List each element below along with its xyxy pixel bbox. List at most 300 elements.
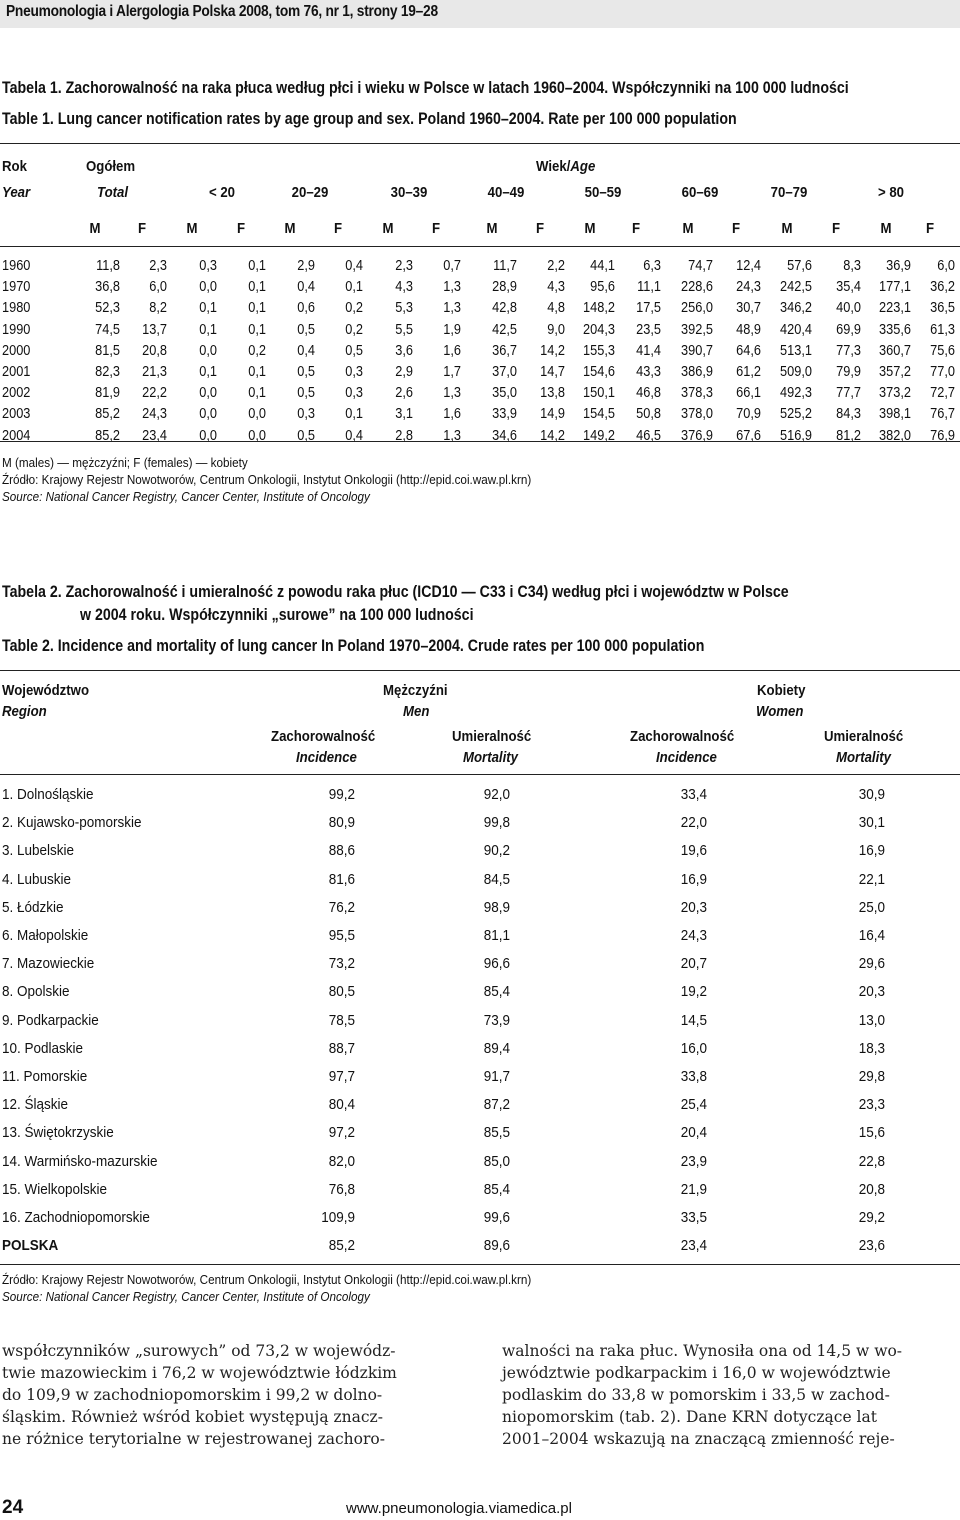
table1-value-cell: 392,5 <box>681 321 713 338</box>
page-header <box>0 0 960 28</box>
table2-value-cell: 84,5 <box>483 870 510 888</box>
table1-value-cell: 8,2 <box>149 300 167 317</box>
age-group-header: 30–39 <box>390 184 428 201</box>
table1-title-pl: Tabela 1. Zachorowalność na raka płuca według płci i wieku w Polsce w latach 1960–2004. Współczynniki na 100 000 ludności <box>2 79 849 97</box>
sex-label: F <box>925 220 935 237</box>
table1-value-cell: 516,9 <box>780 427 812 444</box>
table1-col-ogolem: Ogółem <box>86 158 136 175</box>
table1-value-cell: 23,4 <box>142 427 167 444</box>
table2-value-cell: 97,7 <box>328 1068 355 1085</box>
table1-value-cell: 0,1 <box>199 364 217 380</box>
table1-value-cell: 0,2 <box>345 321 363 338</box>
table2-region-cell: 5. Łódzkie <box>2 898 64 916</box>
table1-value-cell: 390,7 <box>681 342 713 359</box>
table1-value-cell: 81,9 <box>95 385 120 402</box>
table1-value-cell: 46,8 <box>636 385 661 402</box>
table1-value-cell: 154,6 <box>583 364 615 380</box>
table2-value-cell: 76,2 <box>328 898 355 916</box>
table1-value-cell: 35,0 <box>492 385 517 402</box>
table1-value-cell: 398,1 <box>879 406 911 423</box>
table1-value-cell: 77,0 <box>930 364 955 380</box>
table1-value-cell: 0,2 <box>345 300 363 317</box>
table1-value-cell: 0,3 <box>199 258 217 274</box>
table2-title-pl-1: Tabela 2. Zachorowalność i umieralność z powodu raka płuc (ICD10 — C33 i C34) według płci i województw w Polsce <box>2 583 789 601</box>
table1-value-cell: 223,1 <box>879 300 911 317</box>
sex-label: M <box>781 220 793 237</box>
table2-region-cell: 6. Małopolskie <box>2 927 89 944</box>
table2-value-cell: 30,1 <box>858 814 885 832</box>
table1-value-cell: 6,3 <box>643 258 661 274</box>
table1-value-cell: 36,7 <box>492 342 517 359</box>
table1-value-cell: 2,2 <box>547 258 565 274</box>
table2-value-cell: 85,4 <box>483 1180 510 1198</box>
table1-value-cell: 0,1 <box>345 406 363 423</box>
table1-value-cell: 24,3 <box>142 406 167 423</box>
table1-value-cell: 61,2 <box>736 364 761 380</box>
table2-value-cell: 88,6 <box>328 842 355 860</box>
table2-region-cell: 16. Zachodniopomorskie <box>2 1209 150 1226</box>
table1-value-cell: 1,3 <box>443 385 461 402</box>
table2-value-cell: 23,9 <box>680 1152 707 1170</box>
table1-value-cell: 30,7 <box>736 300 761 317</box>
table2-value-cell: 99,2 <box>328 786 355 803</box>
table1-value-cell: 150,1 <box>583 385 615 402</box>
table1-value-cell: 509,0 <box>780 364 812 380</box>
table1-value-cell: 0,5 <box>297 364 315 380</box>
table2-source-en: Source: National Cancer Registry, Cancer Center, Institute of Oncology <box>2 1289 370 1304</box>
table1-value-cell: 41,4 <box>636 342 661 359</box>
table2-col-women-en: Women <box>756 703 804 720</box>
table1-value-cell: 85,2 <box>95 406 120 423</box>
table1-value-cell: 0,1 <box>248 364 266 380</box>
table1-value-cell: 0,3 <box>345 385 363 402</box>
table2-value-cell: 19,2 <box>680 983 707 1001</box>
age-group-header: > 80 <box>877 184 905 201</box>
age-group-header: 60–69 <box>681 184 719 201</box>
table2-region-cell: 7. Mazowieckie <box>2 955 95 973</box>
table2-col-region-en: Region <box>2 703 47 720</box>
table2-value-cell: 23,6 <box>858 1237 885 1255</box>
table1-value-cell: 64,6 <box>736 342 761 359</box>
table1-value-cell: 85,2 <box>95 427 120 444</box>
body-line: śląskim. Również wśród kobiet występują znacz- <box>2 1408 383 1426</box>
table1-value-cell: 0,0 <box>199 279 217 296</box>
sex-label: M <box>89 220 101 237</box>
table2-value-cell: 29,6 <box>858 955 885 973</box>
table1-value-cell: 48,9 <box>736 321 761 338</box>
table2-col-women-mortality-pl: Umieralność <box>824 728 904 745</box>
table2-title-en: Table 2. Incidence and mortality of lung cancer In Poland 1970–2004. Crude rates per 100 000 population <box>2 637 705 655</box>
table2-value-cell: 16,9 <box>680 870 707 888</box>
table1-year-cell: 2004 <box>2 427 31 444</box>
table1-value-cell: 2,8 <box>395 427 413 444</box>
table2-region-cell: 9. Podkarpackie <box>2 1011 99 1029</box>
table2-value-cell: 81,1 <box>483 927 510 944</box>
table1-value-cell: 0,0 <box>248 406 266 423</box>
sex-label: M <box>284 220 296 237</box>
table2-col-women-pl: Kobiety <box>757 682 806 699</box>
table1-bottom-rule <box>0 441 960 442</box>
table2-col-men-en: Men <box>403 703 430 720</box>
journal-citation: Pneumonologia i Alergologia Polska 2008, tom 76, nr 1, strony 19–28 <box>6 3 438 20</box>
age-group-header: 70–79 <box>770 184 808 201</box>
table1-value-cell: 0,2 <box>248 342 266 359</box>
table2-value-cell: 89,4 <box>483 1039 510 1057</box>
table2-value-cell: 25,4 <box>680 1096 707 1114</box>
table1-value-cell: 357,2 <box>879 364 911 380</box>
table1-col-wiek: Wiek/Age <box>536 158 596 175</box>
table2-col-men-incidence-pl: Zachorowalność <box>271 728 376 745</box>
table2-value-cell: 92,0 <box>483 786 510 803</box>
table1-value-cell: 0,1 <box>199 321 217 338</box>
table1-value-cell: 5,5 <box>395 321 413 338</box>
table1-legend: M (males) — mężczyźni; F (females) — kobiety <box>2 455 248 470</box>
sex-label: F <box>333 220 343 237</box>
table1-value-cell: 40,0 <box>836 300 861 317</box>
table1-value-cell: 0,6 <box>297 300 315 317</box>
table2-value-cell: 13,0 <box>858 1011 885 1029</box>
table2-col-men-mortality-pl: Umieralność <box>452 728 532 745</box>
table2-value-cell: 99,6 <box>483 1209 510 1226</box>
table2-value-cell: 97,2 <box>328 1124 355 1142</box>
table1-value-cell: 79,9 <box>836 364 861 380</box>
table1-value-cell: 525,2 <box>780 406 812 423</box>
table1-year-cell: 1960 <box>2 258 31 274</box>
table2-col-region-pl: Województwo <box>2 682 90 699</box>
table1-col-year: Year <box>2 184 31 201</box>
table1-value-cell: 0,7 <box>443 258 461 274</box>
body-line: 2001–2004 wskazują na znaczącą zmienność reje- <box>502 1430 895 1448</box>
table2-value-cell: 73,2 <box>328 955 355 973</box>
table1-value-cell: 154,5 <box>583 406 615 423</box>
table2-value-cell: 22,0 <box>680 814 707 832</box>
table1-value-cell: 20,8 <box>142 342 167 359</box>
table2-col-men-pl: Mężczyźni <box>383 682 448 699</box>
table1-value-cell: 0,0 <box>199 342 217 359</box>
sex-label: F <box>731 220 741 237</box>
table2-value-cell: 29,2 <box>858 1209 885 1226</box>
table1-value-cell: 0,5 <box>297 385 315 402</box>
table2-region-cell: 8. Opolskie <box>2 983 70 1001</box>
table1-value-cell: 5,3 <box>395 300 413 317</box>
table1-value-cell: 0,4 <box>297 342 315 359</box>
table1-value-cell: 35,4 <box>836 279 861 296</box>
table2-value-cell: 90,2 <box>483 842 510 860</box>
table1-value-cell: 335,6 <box>879 321 911 338</box>
table1-value-cell: 346,2 <box>780 300 812 317</box>
table1-value-cell: 0,5 <box>345 342 363 359</box>
table1-value-cell: 177,1 <box>879 279 911 296</box>
table1-value-cell: 36,2 <box>930 279 955 296</box>
table2-col-men-incidence-en: Incidence <box>296 749 357 766</box>
table2-value-cell: 80,5 <box>328 983 355 1001</box>
table1-value-cell: 149,2 <box>583 427 615 444</box>
table1-value-cell: 0,0 <box>199 427 217 444</box>
table1-value-cell: 148,2 <box>583 300 615 317</box>
table1-value-cell: 373,2 <box>879 385 911 402</box>
body-text-left <box>2 1340 457 1450</box>
table1-value-cell: 378,3 <box>681 385 713 402</box>
table2-value-cell: 109,9 <box>321 1209 355 1226</box>
table1-value-cell: 0,5 <box>297 321 315 338</box>
page-number: 24 <box>2 1497 24 1518</box>
sex-label: F <box>631 220 641 237</box>
table1-value-cell: 0,0 <box>248 427 266 444</box>
age-group-header: 50–59 <box>584 184 622 201</box>
table1-value-cell: 4,8 <box>547 300 565 317</box>
table1-value-cell: 420,4 <box>780 321 812 338</box>
table1-value-cell: 28,9 <box>492 279 517 296</box>
table1-value-cell: 0,4 <box>297 279 315 296</box>
table2-value-cell: 85,2 <box>328 1237 355 1255</box>
footer-url[interactable]: www.pneumonologia.viamedica.pl <box>346 1500 572 1517</box>
table1-value-cell: 46,5 <box>636 427 661 444</box>
table2-header-rule <box>0 774 960 775</box>
table2-value-cell: 73,9 <box>483 1011 510 1029</box>
table2-value-cell: 33,5 <box>680 1209 707 1226</box>
table2-value-cell: 80,9 <box>328 814 355 832</box>
table1-value-cell: 21,3 <box>142 364 167 380</box>
table2-value-cell: 25,0 <box>858 898 885 916</box>
table2-region-cell: 1. Dolnośląskie <box>2 786 94 803</box>
table1-value-cell: 2,9 <box>297 258 315 274</box>
table1-value-cell: 24,3 <box>736 279 761 296</box>
table2-value-cell: 20,8 <box>858 1180 885 1198</box>
table1-value-cell: 2,3 <box>149 258 167 274</box>
table2-value-cell: 96,6 <box>483 955 510 973</box>
table1-value-cell: 44,1 <box>590 258 615 274</box>
table1-value-cell: 23,5 <box>636 321 661 338</box>
age-group-header: < 20 <box>208 184 236 201</box>
table1-value-cell: 74,7 <box>688 258 713 274</box>
table2-value-cell: 24,3 <box>680 927 707 944</box>
table1-value-cell: 376,9 <box>681 427 713 444</box>
table2-value-cell: 23,4 <box>680 1237 707 1255</box>
table2-col-women-mortality-en: Mortality <box>836 749 892 766</box>
table2-value-cell: 16,9 <box>858 842 885 860</box>
table2-value-cell: 85,5 <box>483 1124 510 1142</box>
table1-value-cell: 36,5 <box>930 300 955 317</box>
table1-value-cell: 67,6 <box>736 427 761 444</box>
sex-label: F <box>236 220 246 237</box>
table2-region-cell: 11. Pomorskie <box>2 1068 88 1085</box>
body-line: do 109,9 w zachodniopomorskim i 99,2 w dolno- <box>2 1386 383 1404</box>
table1-value-cell: 34,6 <box>492 427 517 444</box>
table1-year-cell: 2000 <box>2 342 31 359</box>
table1-value-cell: 95,6 <box>590 279 615 296</box>
table2-value-cell: 89,6 <box>483 1237 510 1255</box>
table1-value-cell: 382,0 <box>879 427 911 444</box>
table1-year-cell: 1980 <box>2 300 31 317</box>
table2-col-women-incidence-en: Incidence <box>656 749 717 766</box>
table1-value-cell: 242,5 <box>780 279 812 296</box>
table2-region-cell: 12. Śląskie <box>2 1096 69 1114</box>
table1-value-cell: 1,6 <box>443 342 461 359</box>
table1-value-cell: 0,1 <box>248 385 266 402</box>
table2-region-cell: 13. Świętokrzyskie <box>2 1124 114 1142</box>
table1-value-cell: 14,2 <box>540 427 565 444</box>
table2-region-cell: 2. Kujawsko-pomorskie <box>2 814 142 832</box>
table1-value-cell: 0,5 <box>297 427 315 444</box>
table1-value-cell: 81,5 <box>95 342 120 359</box>
body-line: niopomorskim (tab. 2). Dane KRN dotyczące lat <box>502 1408 877 1426</box>
table1-value-cell: 42,5 <box>492 321 517 338</box>
table1-value-cell: 11,1 <box>637 279 661 296</box>
table1-value-cell: 4,3 <box>395 279 413 296</box>
table1-value-cell: 13,8 <box>540 385 565 402</box>
table2-value-cell: 76,8 <box>328 1180 355 1198</box>
table1-value-cell: 386,9 <box>681 364 713 380</box>
table1-value-cell: 204,3 <box>583 321 615 338</box>
table2-value-cell: 22,8 <box>858 1152 885 1170</box>
table1-value-cell: 84,3 <box>836 406 861 423</box>
table1-value-cell: 2,6 <box>395 385 413 402</box>
table2-value-cell: 81,6 <box>328 870 355 888</box>
table1-value-cell: 12,4 <box>736 258 761 274</box>
table2-col-men-mortality-en: Mortality <box>463 749 519 766</box>
table2-value-cell: 82,0 <box>328 1152 355 1170</box>
table1-value-cell: 70,9 <box>736 406 761 423</box>
table2-source-pl: Źródło: Krajowy Rejestr Nowotworów, Centrum Onkologii, Instytut Onkologii (http://epid.coi.waw.pl.krn) <box>2 1272 532 1287</box>
table2-value-cell: 33,4 <box>680 786 707 803</box>
table1-col-rok: Rok <box>2 158 27 175</box>
table1-year-cell: 2001 <box>2 364 31 380</box>
table2-value-cell: 20,7 <box>680 955 707 973</box>
table1-value-cell: 14,2 <box>540 342 565 359</box>
sex-label: M <box>682 220 694 237</box>
table2-value-cell: 21,9 <box>680 1180 707 1198</box>
table1-value-cell: 11,8 <box>96 258 120 274</box>
sex-label: F <box>137 220 147 237</box>
table1-value-cell: 77,3 <box>836 342 861 359</box>
table1-value-cell: 0,1 <box>199 300 217 317</box>
body-line: podlaskim do 33,8 w pomorskim i 33,5 w zachod- <box>502 1386 890 1404</box>
table2-col-women-incidence-pl: Zachorowalność <box>630 728 735 745</box>
table1-value-cell: 1,7 <box>443 364 461 380</box>
body-line: walności na raka płuc. Wynosiła ona od 14,5 w wo- <box>502 1342 903 1360</box>
table1-value-cell: 0,0 <box>199 385 217 402</box>
table2-value-cell: 80,4 <box>328 1096 355 1114</box>
sex-label: M <box>186 220 198 237</box>
table1-value-cell: 360,7 <box>879 342 911 359</box>
body-text-right <box>502 1340 957 1450</box>
table1-value-cell: 0,1 <box>345 279 363 296</box>
table2-region-cell: 10. Podlaskie <box>2 1039 84 1057</box>
table1-value-cell: 2,3 <box>395 258 413 274</box>
table1-value-cell: 0,3 <box>345 364 363 380</box>
table1-value-cell: 13,7 <box>142 321 167 338</box>
table1-value-cell: 0,1 <box>248 258 266 274</box>
table2-bottom-rule <box>0 1264 960 1265</box>
table1-value-cell: 0,1 <box>248 321 266 338</box>
table1-value-cell: 2,9 <box>395 364 413 380</box>
table1-value-cell: 22,2 <box>142 385 167 402</box>
table1-value-cell: 75,6 <box>930 342 955 359</box>
table1-value-cell: 155,3 <box>583 342 615 359</box>
table1-year-cell: 1990 <box>2 321 31 338</box>
table2-value-cell: 29,8 <box>858 1068 885 1085</box>
table2-value-cell: 87,2 <box>483 1096 510 1114</box>
table1-value-cell: 1,3 <box>443 279 461 296</box>
table2-value-cell: 30,9 <box>858 786 885 803</box>
table1-value-cell: 50,8 <box>636 406 661 423</box>
table1-value-cell: 74,5 <box>95 321 120 338</box>
age-group-header: 20–29 <box>291 184 329 201</box>
table2-title-pl-2: w 2004 roku. Współczynniki „surowe” na 100 000 ludności <box>80 606 474 624</box>
table1-value-cell: 0,4 <box>345 427 363 444</box>
table1-value-cell: 1,3 <box>443 427 461 444</box>
table1-value-cell: 36,8 <box>95 279 120 296</box>
table1-value-cell: 52,3 <box>95 300 120 317</box>
sex-label: F <box>831 220 841 237</box>
table1-value-cell: 11,7 <box>493 258 517 274</box>
table2-region-cell: 14. Warmińsko-mazurskie <box>2 1152 158 1170</box>
table1-value-cell: 513,1 <box>780 342 812 359</box>
table1-title-en: Table 1. Lung cancer notification rates by age group and sex. Poland 1960–2004. Rate per 100 000 population <box>2 110 737 128</box>
table2-value-cell: 18,3 <box>858 1039 885 1057</box>
table2-value-cell: 78,5 <box>328 1011 355 1029</box>
table1-value-cell: 378,0 <box>681 406 713 423</box>
sex-label: M <box>382 220 394 237</box>
table1-value-cell: 9,0 <box>547 321 565 338</box>
table1-header-rule <box>0 246 960 247</box>
table1-source-pl: Źródło: Krajowy Rejestr Nowotworów, Centrum Onkologii, Instytut Onkologii (http://epid.coi.waw.pl.krn) <box>2 472 532 487</box>
table1-value-cell: 14,7 <box>540 364 565 380</box>
sex-label: M <box>880 220 892 237</box>
table1-value-cell: 43,3 <box>636 364 661 380</box>
age-group-header: 40–49 <box>487 184 525 201</box>
table1-value-cell: 6,0 <box>937 258 955 274</box>
table1-year-cell: 1970 <box>2 279 31 296</box>
table2-value-cell: 23,3 <box>858 1096 885 1114</box>
table2-region-cell: POLSKA <box>2 1237 59 1255</box>
table1-value-cell: 76,7 <box>930 406 955 423</box>
table1-top-rule <box>0 143 960 144</box>
table1-value-cell: 61,3 <box>930 321 955 338</box>
table1-year-cell: 2003 <box>2 406 31 423</box>
table1-value-cell: 3,1 <box>395 406 413 423</box>
table2-top-rule <box>0 670 960 671</box>
table1-value-cell: 1,6 <box>443 406 461 423</box>
table1-value-cell: 0,1 <box>248 279 266 296</box>
table1-value-cell: 0,0 <box>199 406 217 423</box>
table1-value-cell: 57,6 <box>787 258 812 274</box>
table2-value-cell: 88,7 <box>328 1039 355 1057</box>
table1-value-cell: 81,2 <box>836 427 861 444</box>
table1-value-cell: 77,7 <box>836 385 861 402</box>
table1-value-cell: 76,9 <box>930 427 955 444</box>
table1-value-cell: 0,4 <box>345 258 363 274</box>
table1-value-cell: 17,5 <box>636 300 661 317</box>
table2-region-cell: 15. Wielkopolskie <box>2 1180 108 1198</box>
body-line: jewództwie podkarpackim i 16,0 w województwie <box>502 1364 891 1382</box>
table1-value-cell: 228,6 <box>681 279 713 296</box>
sex-label: F <box>535 220 545 237</box>
table1-value-cell: 1,9 <box>443 321 461 338</box>
table1-value-cell: 36,9 <box>886 258 911 274</box>
table2-value-cell: 20,4 <box>680 1124 707 1142</box>
table2-value-cell: 99,8 <box>483 814 510 832</box>
table2-value-cell: 19,6 <box>680 842 707 860</box>
table1-value-cell: 6,0 <box>149 279 167 296</box>
table1-value-cell: 492,3 <box>780 385 812 402</box>
table1-value-cell: 4,3 <box>547 279 565 296</box>
table1-value-cell: 0,3 <box>297 406 315 423</box>
table2-value-cell: 85,4 <box>483 983 510 1001</box>
table1-value-cell: 8,3 <box>843 258 861 274</box>
table1-value-cell: 72,7 <box>930 385 955 402</box>
table2-region-cell: 3. Lubelskie <box>2 842 75 860</box>
